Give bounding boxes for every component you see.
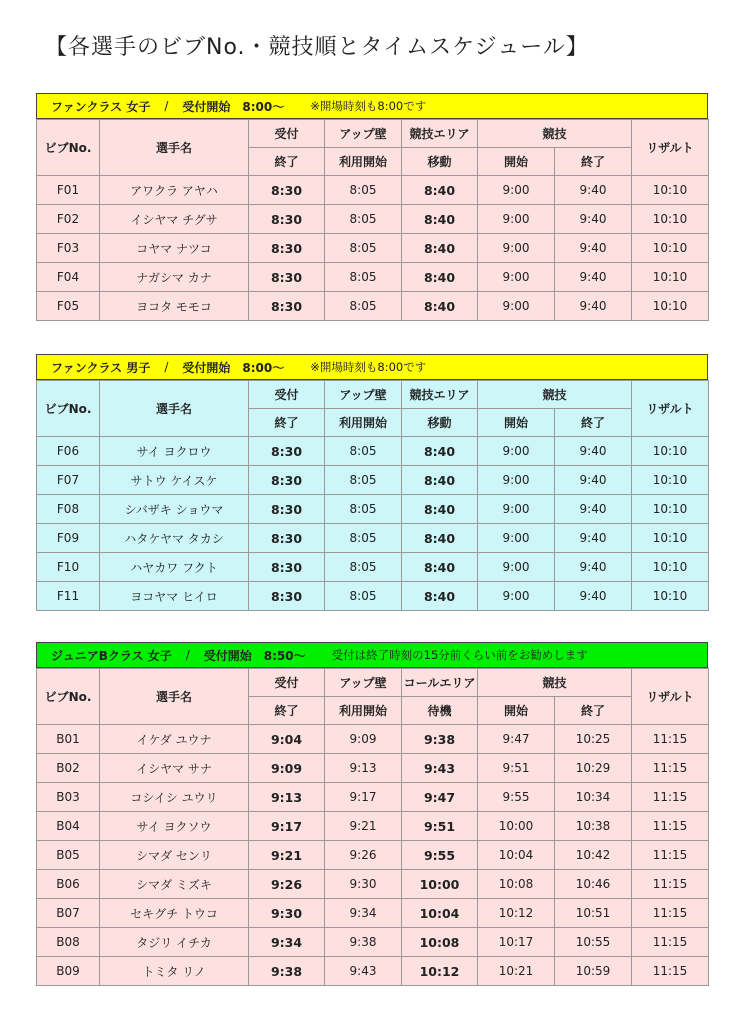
reception-end-cell: 9:34 [249,928,325,957]
athlete-name-cell: コシイシ ユウリ [100,783,249,812]
area-time-cell: 8:40 [402,524,478,553]
header-move: 移動 [402,409,478,437]
reception-end-cell: 8:30 [249,466,325,495]
area-time-cell: 9:43 [402,754,478,783]
area-time-cell: 10:08 [402,928,478,957]
separator: / [185,648,190,662]
table-row [37,870,709,899]
athlete-name-cell: コヤマ ナツコ [100,234,249,263]
comp-start-cell: 9:00 [478,466,555,495]
header-comp-end: 終了 [555,148,632,176]
table-row [37,899,709,928]
table-row [37,292,709,321]
header-comp-start: 開始 [478,148,555,176]
table-row [37,263,709,292]
reception-end-cell: 9:21 [249,841,325,870]
area-time-cell: 8:40 [402,176,478,205]
result-cell: 10:10 [632,263,709,292]
comp-end-cell: 9:40 [555,176,632,205]
comp-start-cell: 10:17 [478,928,555,957]
area-time-cell: 9:47 [402,783,478,812]
page-title: 【各選手のビブNo.・競技順とタイムスケジュール】 [45,35,589,60]
comp-end-cell: 9:40 [555,205,632,234]
comp-end-cell: 10:59 [555,957,632,986]
area-time-cell: 8:40 [402,437,478,466]
bib-cell: F04 [37,263,100,292]
header-competition: 競技 [478,669,632,697]
table-row [37,754,709,783]
warmup-start-cell: 8:05 [325,582,402,611]
class-name: ジュニアBクラス 女子 [51,648,172,663]
result-cell: 10:10 [632,234,709,263]
athlete-name-cell: アワクラ アヤハ [100,176,249,205]
result-cell: 10:10 [632,205,709,234]
header-reception-end: 終了 [249,409,325,437]
warmup-start-cell: 8:05 [325,553,402,582]
comp-end-cell: 9:40 [555,437,632,466]
header-bib: ビブNo. [37,120,100,176]
bib-cell: B01 [37,725,100,754]
schedule-table [36,119,709,321]
athlete-name-cell: イシヤマ サナ [100,754,249,783]
reception-start: 受付開始 8:50～ [203,648,306,663]
warmup-start-cell: 8:05 [325,292,402,321]
bib-cell: F02 [37,205,100,234]
athlete-name-cell: シマダ センリ [100,841,249,870]
header-reception-end: 終了 [249,148,325,176]
comp-start-cell: 9:00 [478,437,555,466]
athlete-name-cell: サイ ヨクロウ [100,437,249,466]
result-cell: 10:10 [632,524,709,553]
warmup-start-cell: 9:21 [325,812,402,841]
header-comp-start: 開始 [478,409,555,437]
area-time-cell: 9:51 [402,812,478,841]
comp-start-cell: 9:00 [478,553,555,582]
comp-end-cell: 10:51 [555,899,632,928]
warmup-start-cell: 9:13 [325,754,402,783]
area-time-cell: 9:55 [402,841,478,870]
header-reception: 受付 [249,381,325,409]
section-banner [36,642,708,668]
comp-end-cell: 9:40 [555,553,632,582]
table-row [37,957,709,986]
header-result: リザルト [632,381,709,437]
result-cell: 10:10 [632,582,709,611]
schedule-section-fan-men [36,354,708,611]
schedule-table [36,668,709,986]
result-cell: 11:15 [632,899,709,928]
comp-start-cell: 10:00 [478,812,555,841]
athlete-name-cell: ハヤカワ フクト [100,553,249,582]
warmup-start-cell: 8:05 [325,495,402,524]
result-cell: 10:10 [632,292,709,321]
section-banner [36,93,708,119]
result-cell: 11:15 [632,841,709,870]
comp-end-cell: 10:38 [555,812,632,841]
reception-end-cell: 8:30 [249,553,325,582]
class-name: ファンクラス 男子 [51,360,151,375]
area-time-cell: 8:40 [402,582,478,611]
comp-start-cell: 9:00 [478,205,555,234]
comp-end-cell: 10:55 [555,928,632,957]
header-warmup: アップ壁 [325,120,402,148]
table-row [37,725,709,754]
table-row [37,466,709,495]
reception-end-cell: 9:30 [249,899,325,928]
header-comp-end: 終了 [555,697,632,725]
header-reception: 受付 [249,120,325,148]
area-time-cell: 8:40 [402,553,478,582]
athlete-name-cell: シバザキ ショウマ [100,495,249,524]
bib-cell: F11 [37,582,100,611]
table-row [37,553,709,582]
header-area: 競技エリア [402,120,478,148]
table-row [37,812,709,841]
warmup-start-cell: 9:30 [325,870,402,899]
athlete-name-cell: イケダ ユウナ [100,725,249,754]
athlete-name-cell: ヨコヤマ ヒイロ [100,582,249,611]
schedule-section-junior-b-women [36,642,708,986]
table-row [37,783,709,812]
header-call-area: コールエリア [402,669,478,697]
warmup-start-cell: 8:05 [325,205,402,234]
reception-end-cell: 8:30 [249,524,325,553]
bib-cell: B02 [37,754,100,783]
reception-end-cell: 8:30 [249,495,325,524]
comp-end-cell: 10:25 [555,725,632,754]
comp-start-cell: 9:55 [478,783,555,812]
reception-start: 受付開始 8:00～ [182,360,285,375]
comp-end-cell: 9:40 [555,466,632,495]
warmup-start-cell: 8:05 [325,466,402,495]
reception-end-cell: 8:30 [249,234,325,263]
result-cell: 11:15 [632,754,709,783]
table-row [37,524,709,553]
warmup-start-cell: 9:38 [325,928,402,957]
reception-end-cell: 9:13 [249,783,325,812]
area-time-cell: 8:40 [402,495,478,524]
result-cell: 10:10 [632,176,709,205]
area-time-cell: 8:40 [402,466,478,495]
comp-end-cell: 9:40 [555,582,632,611]
comp-start-cell: 9:00 [478,495,555,524]
warmup-start-cell: 8:05 [325,437,402,466]
result-cell: 11:15 [632,783,709,812]
header-move: 移動 [402,148,478,176]
header-warmup-start: 利用開始 [325,148,402,176]
bib-cell: F08 [37,495,100,524]
result-cell: 11:15 [632,812,709,841]
comp-end-cell: 9:40 [555,234,632,263]
table-row [37,495,709,524]
header-name: 選手名 [100,669,249,725]
bib-cell: B07 [37,899,100,928]
comp-end-cell: 10:46 [555,870,632,899]
comp-end-cell: 9:40 [555,524,632,553]
comp-start-cell: 9:00 [478,292,555,321]
header-reception-end: 終了 [249,697,325,725]
athlete-name-cell: ヨコタ モモコ [100,292,249,321]
comp-end-cell: 9:40 [555,263,632,292]
separator: / [164,99,169,113]
athlete-name-cell: ナガシマ カナ [100,263,249,292]
comp-start-cell: 10:04 [478,841,555,870]
header-name: 選手名 [100,381,249,437]
result-cell: 10:10 [632,495,709,524]
header-warmup-start: 利用開始 [325,409,402,437]
header-area: 競技エリア [402,381,478,409]
section-note: ※開場時刻も8:00です [310,360,427,374]
class-name: ファンクラス 女子 [51,99,151,114]
area-time-cell: 8:40 [402,263,478,292]
reception-end-cell: 9:38 [249,957,325,986]
table-row [37,582,709,611]
header-result: リザルト [632,120,709,176]
warmup-start-cell: 8:05 [325,524,402,553]
comp-start-cell: 9:00 [478,524,555,553]
bib-cell: F07 [37,466,100,495]
bib-cell: F01 [37,176,100,205]
area-time-cell: 10:12 [402,957,478,986]
header-wait: 待機 [402,697,478,725]
table-row [37,234,709,263]
bib-cell: F09 [37,524,100,553]
reception-end-cell: 9:17 [249,812,325,841]
comp-start-cell: 9:00 [478,176,555,205]
table-row [37,205,709,234]
reception-end-cell: 8:30 [249,292,325,321]
bib-cell: B08 [37,928,100,957]
schedule-section-fan-women [36,93,708,321]
comp-end-cell: 10:29 [555,754,632,783]
header-bib: ビブNo. [37,669,100,725]
header-warmup: アップ壁 [325,381,402,409]
header-comp-start: 開始 [478,697,555,725]
table-row [37,928,709,957]
comp-start-cell: 9:00 [478,582,555,611]
comp-end-cell: 10:34 [555,783,632,812]
warmup-start-cell: 9:09 [325,725,402,754]
result-cell: 10:10 [632,466,709,495]
comp-end-cell: 10:42 [555,841,632,870]
result-cell: 10:10 [632,553,709,582]
athlete-name-cell: ハタケヤマ タカシ [100,524,249,553]
result-cell: 11:15 [632,725,709,754]
bib-cell: B05 [37,841,100,870]
athlete-name-cell: イシヤマ チグサ [100,205,249,234]
comp-end-cell: 9:40 [555,495,632,524]
reception-end-cell: 8:30 [249,582,325,611]
athlete-name-cell: シマダ ミズキ [100,870,249,899]
bib-cell: F10 [37,553,100,582]
comp-start-cell: 10:12 [478,899,555,928]
warmup-start-cell: 8:05 [325,176,402,205]
header-competition: 競技 [478,381,632,409]
comp-start-cell: 9:00 [478,263,555,292]
area-time-cell: 10:00 [402,870,478,899]
result-cell: 11:15 [632,870,709,899]
comp-start-cell: 9:51 [478,754,555,783]
warmup-start-cell: 9:26 [325,841,402,870]
section-note: ※開場時刻も8:00です [310,99,427,113]
bib-cell: F06 [37,437,100,466]
header-warmup-start: 利用開始 [325,697,402,725]
comp-start-cell: 9:47 [478,725,555,754]
reception-end-cell: 9:26 [249,870,325,899]
bib-cell: F03 [37,234,100,263]
warmup-start-cell: 8:05 [325,263,402,292]
area-time-cell: 9:38 [402,725,478,754]
comp-end-cell: 9:40 [555,292,632,321]
athlete-name-cell: トミタ リノ [100,957,249,986]
bib-cell: B06 [37,870,100,899]
warmup-start-cell: 9:43 [325,957,402,986]
warmup-start-cell: 9:17 [325,783,402,812]
header-warmup: アップ壁 [325,669,402,697]
reception-end-cell: 9:09 [249,754,325,783]
area-time-cell: 10:04 [402,899,478,928]
reception-end-cell: 9:04 [249,725,325,754]
result-cell: 11:15 [632,957,709,986]
header-comp-end: 終了 [555,409,632,437]
section-note: 受付は終了時刻の15分前くらい前をお勧めします [331,648,588,662]
athlete-name-cell: タジリ イチカ [100,928,249,957]
area-time-cell: 8:40 [402,234,478,263]
table-row [37,176,709,205]
reception-start: 受付開始 8:00～ [182,99,285,114]
athlete-name-cell: セキグチ トウコ [100,899,249,928]
schedule-table [36,380,709,611]
bib-cell: B09 [37,957,100,986]
separator: / [164,360,169,374]
table-row [37,437,709,466]
athlete-name-cell: サイ ヨクソウ [100,812,249,841]
section-banner [36,354,708,380]
bib-cell: F05 [37,292,100,321]
warmup-start-cell: 8:05 [325,234,402,263]
warmup-start-cell: 9:34 [325,899,402,928]
bib-cell: B04 [37,812,100,841]
header-reception: 受付 [249,669,325,697]
area-time-cell: 8:40 [402,292,478,321]
area-time-cell: 8:40 [402,205,478,234]
header-bib: ビブNo. [37,381,100,437]
comp-start-cell: 9:00 [478,234,555,263]
reception-end-cell: 8:30 [249,176,325,205]
reception-end-cell: 8:30 [249,437,325,466]
athlete-name-cell: サトウ ケイスケ [100,466,249,495]
table-row [37,841,709,870]
bib-cell: B03 [37,783,100,812]
header-competition: 競技 [478,120,632,148]
comp-start-cell: 10:08 [478,870,555,899]
reception-end-cell: 8:30 [249,263,325,292]
reception-end-cell: 8:30 [249,205,325,234]
header-name: 選手名 [100,120,249,176]
comp-start-cell: 10:21 [478,957,555,986]
result-cell: 11:15 [632,928,709,957]
result-cell: 10:10 [632,437,709,466]
header-result: リザルト [632,669,709,725]
